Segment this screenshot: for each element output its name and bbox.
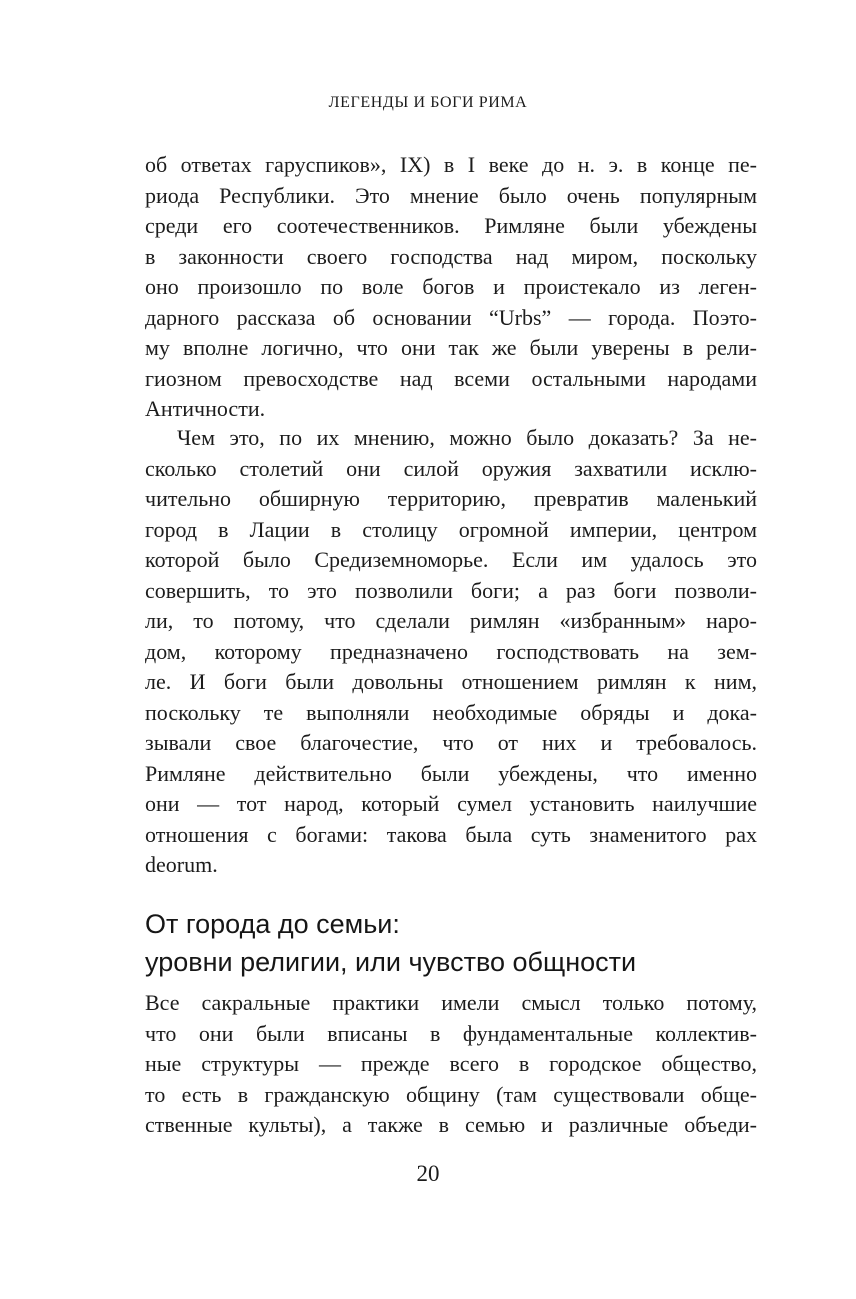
text-line: дарного рассказа об основании “Urbs” — города. Поэто- [145, 304, 757, 330]
running-head: ЛЕГЕНДЫ И БОГИ РИМА [328, 94, 528, 111]
text-line: ле. И боги были довольны отношением римлян к ним, [145, 669, 757, 694]
section-heading-line-1: От города до семьи: [145, 909, 400, 939]
text-line: Все сакральные практики имели смысл только потому, [145, 990, 757, 1015]
text-line: Римляне действительно были убеждены, что именно [145, 760, 757, 786]
section-heading [145, 905, 757, 981]
text-line: гиозном превосходстве над всеми остальными народами [145, 365, 757, 391]
text-line: Чем это, по их мнению, можно было доказать? За не- [177, 425, 757, 450]
text-line: Античности. [145, 396, 266, 421]
text-line: deorum. [145, 852, 218, 877]
text-line: совершить, то это позволили боги; а раз боги позволи- [145, 577, 757, 603]
text-line: об ответах гаруспиков», IX) в I веке до н. э. в конце пе- [145, 152, 757, 177]
paragraph-3 [145, 988, 757, 1141]
text-line: риода Республики. Это мнение было очень популярным [145, 182, 757, 208]
text-line: ные структуры — прежде всего в городское общество, [145, 1051, 757, 1076]
text-line: зывали свое благочестие, что от них и требовалось. [145, 730, 757, 755]
text-line: в законности своего господства над миром, поскольку [145, 243, 757, 269]
text-line: которой было Средиземноморье. Если им удалось это [145, 547, 757, 572]
section-heading-line-2: уровни религии, или чувство общности [145, 947, 637, 977]
text-line: му вполне логично, что они так же были уверены в рели- [145, 335, 757, 360]
text-line: поскольку те выполняли необходимые обряды и дока- [145, 699, 757, 725]
text-line: то есть в гражданскую общину (там существовали обще- [145, 1081, 757, 1107]
text-line: среди его соотечественников. Римляне были убеждены [145, 213, 757, 238]
text-line: ственные культы), а также в семью и различные объеди- [145, 1112, 757, 1137]
text-line: отношения с богами: такова была суть знаменитого pax [145, 821, 757, 847]
page-number: 20 [416, 1161, 440, 1186]
paragraph-1 [145, 150, 757, 425]
text-line: ли, то потому, что сделали римлян «избранным» наро- [145, 608, 757, 633]
text-line: дом, которому предназначено господствовать на зем- [145, 638, 757, 664]
text-line: город в Лации в столицу огромной империи, центром [145, 516, 757, 542]
text-line: оно произошло по воле богов и проистекало из леген- [145, 274, 757, 299]
text-line: они — тот народ, который сумел установить наилучшие [145, 791, 757, 816]
paragraph-2 [145, 423, 757, 881]
text-line: сколько столетий они силой оружия захватили исклю- [145, 455, 757, 481]
text-line: что они были вписаны в фундаментальные коллектив- [145, 1020, 757, 1046]
text-line: чительно обширную территорию, превратив маленький [145, 486, 757, 511]
